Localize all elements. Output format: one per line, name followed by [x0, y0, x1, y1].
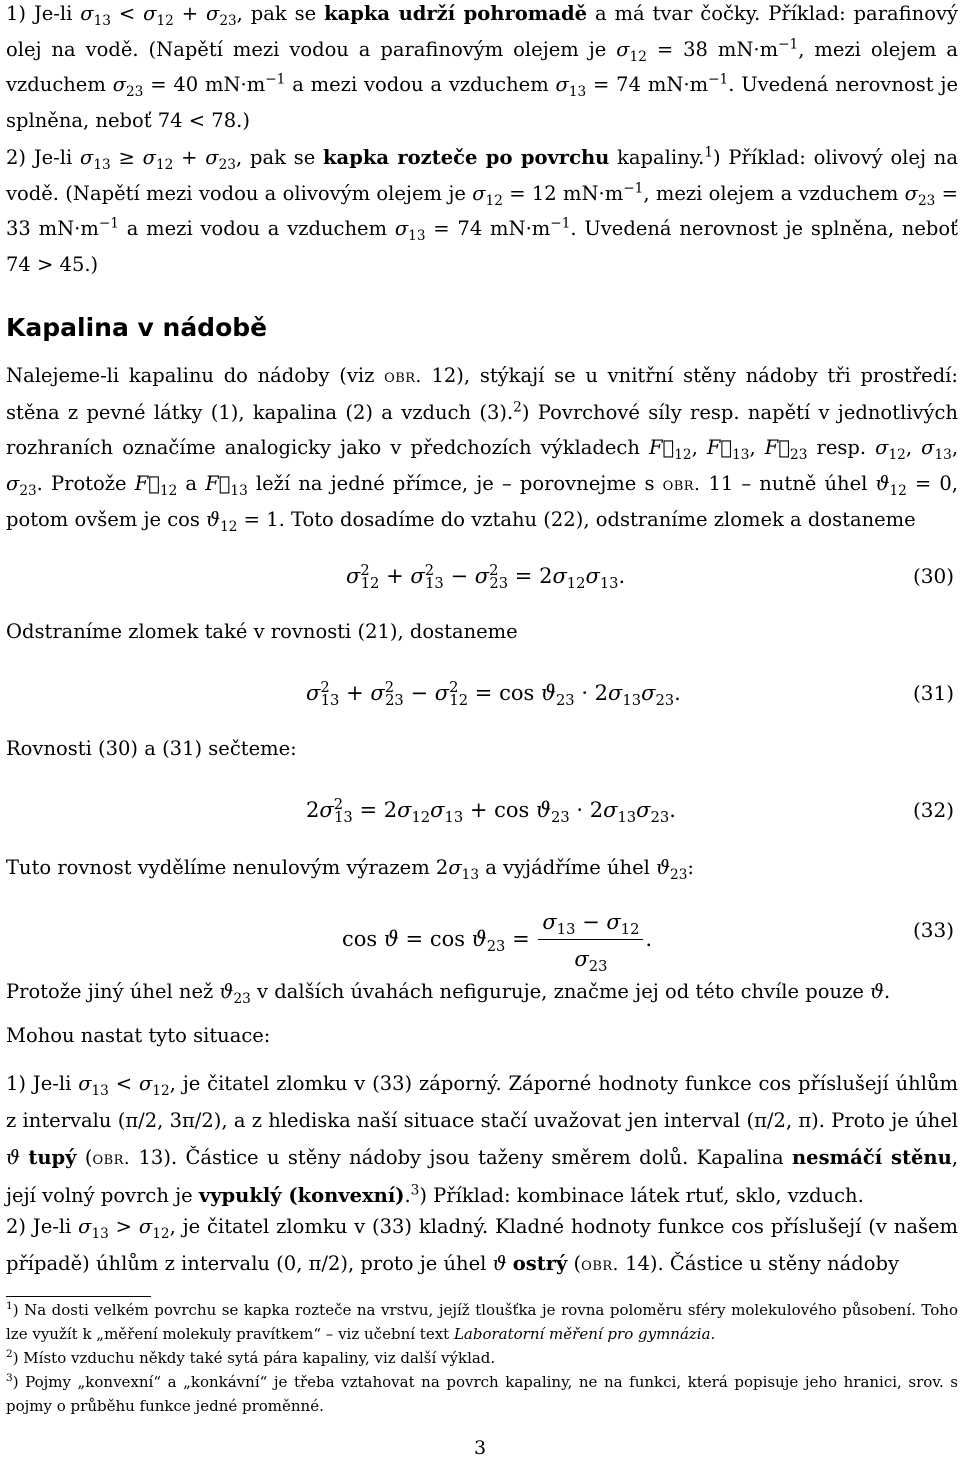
section-heading: Kapalina v nádobě [6, 313, 268, 342]
equation-number-30: (30) [912, 564, 954, 588]
equation-30: $\sigma^2_{12} + \sigma^2_{13} - \sigma^2_{23} = 2\sigma_{12}\sigma_{13}$. [346, 562, 626, 593]
footnote-separator [6, 1296, 151, 1297]
footnote-1: $^1$) Na dosti velkém povrchu se kapka rozteče na vrstvu, jejíž tloušťka je rovna poloměru sféry molekulového působení. Toho lze využít k „měření molekuly pravítkem“ – viz učební text Laboratorní měření pro gymnázia. [6, 1300, 958, 1343]
paragraph-acute-angle: 2) Je-li $\sigma_{13} > \sigma_{12}$, je čitatel zlomku v (33) kladný. Kladné hodnoty funkce cos příslušejí (v našem případě) úhlům z intervalu (0, π/2), proto je úhel ϑ ostrý (obr. 14). Částice u stěny nádoby [6, 1215, 958, 1275]
fraction-denominator: $\sigma_{23}$ [574, 947, 608, 976]
paragraph-case-1-lens: 1) Je-li $\sigma_{13} < \sigma_{12} + \sigma_{23}$, pak se kapka udrží pohromadě a má tvar čočky. Příklad: parafinový olej na vodě. (Napětí mezi vodou a parafinovým olejem je $\sigma_{12} = 38$ $mN\cdot m^{-1}$, mezi olejem a vzduchem $\sigma_{23} = 40$ $mN\cdot m^{-1}$ a mezi vodou a vzduchem $\sigma_{13} = 74$ $mN\cdot m^{-1}$. Uvedená nerovnost je splněna, neboť 74 < 78.) [6, 2, 958, 132]
equation-33: $\cos ϑ = \cos ϑ_{23}$ = $\frac{\sigma_{13} - \sigma_{12}}{\sigma_{23}}$ . [342, 904, 652, 974]
equation-33-fraction [538, 907, 643, 974]
text-theta: Protože jiný úhel než $ϑ_{23}$ v dalších úvahách nefiguruje, značme jej od této chvíle pouze ϑ. [6, 980, 891, 1007]
equation-number-33: (33) [912, 918, 954, 942]
equation-33-left: $\cos ϑ = \cos ϑ_{23}$ = [342, 927, 530, 956]
paragraph-obtuse-angle: 1) Je-li $\sigma_{13} < \sigma_{12}$, je čitatel zlomku v (33) záporný. Záporné hodnoty funkce cos příslušejí úhlům z intervalu (π/2, 3π/2), a z hlediska naší situace stačí uvažovat jen interval (π/2, π). Proto je úhel ϑ tupý (obr. 13). Částice u stěny nádoby jsou taženy směrem dolů. Kapalina nesmáčí stěnu, její volný povrch je vypuklý (konvexní).$^3$) Příklad: kombinace látek rtuť, sklo, vzduch. [6, 1072, 958, 1207]
paragraph-liquid-in-vessel: Nalejeme-li kapalinu do nádoby (viz obr. 12), stýkají se u vnitřní stěny nádoby tři prostředí: stěna z pevné látky (1), kapalina (2) a vzduch (3).$^2$) Povrchové síly resp. napětí v jednotlivých rozhraních označíme analogicky jako v předchozích výkladech $F⃗_{12}$, $F⃗_{13}$, $F⃗_{23}$ resp. $\sigma_{12}$, $\sigma_{13}$, $\sigma_{23}$. Protože $F⃗_{12}$ a $F⃗_{13}$ leží na jedné přímce, je – porovnejme s obr. 11 – nutně úhel $ϑ_{12} = 0$, potom ovšem je $\cos ϑ_{12} = 1$. Toto dosadíme do vztahu (22), odstraníme zlomek a dostaneme [6, 364, 959, 535]
text-divide: Tuto rovnost vydělíme nenulovým výrazem $2\sigma_{13}$ a vyjádříme úhel $ϑ_{23}$: [6, 856, 694, 883]
footnote-2: $^2$) Místo vzduchu někdy také sytá pára kapaliny, viz další výklad. [6, 1348, 496, 1367]
page-number: 3 [473, 1437, 487, 1459]
footnote-3: $^3$) Pojmy „konvexní“ a „konkávní“ je třeba vztahovat na povrch kapaliny, ne na funkci, která popisuje jeho hranici, srov. s pojmy o průběhu funkce jedné proměnné. [6, 1372, 958, 1415]
paragraph-case-2-spread: 2) Je-li $\sigma_{13} \ge \sigma_{12} + \sigma_{23}$, pak se kapka rozteče po povrchu kapaliny.$^1$) Příklad: olivový olej na vodě. (Napětí mezi vodou a olivovým olejem je $\sigma_{12} = 12$ $mN\cdot m^{-1}$, mezi olejem a vzduchem $\sigma_{23} = 33$ $mN\cdot m^{-1}$ a mezi vodou a vzduchem $\sigma_{13} = 74$ $mN\cdot m^{-1}$. Uvedená nerovnost je splněna, neboť 74 > 45.) [6, 144, 958, 276]
equation-31: $\sigma^2_{13} + \sigma^2_{23} - \sigma^2_{12} = \cos ϑ_{23} \cdot 2\sigma_{13}\sigma_{23}$. [306, 679, 681, 710]
equation-number-32: (32) [912, 798, 954, 822]
equation-number-31: (31) [912, 681, 954, 705]
equation-32: $2\sigma^2_{13} = 2\sigma_{12}\sigma_{13} + \cos ϑ_{23} \cdot 2\sigma_{13}\sigma_{23}$. [306, 796, 676, 827]
text-sum: Rovnosti (30) a (31) sečteme: [6, 737, 297, 760]
fraction-numerator: $\sigma_{13} - \sigma_{12}$ [538, 907, 643, 940]
text-situations: Mohou nastat tyto situace: [6, 1024, 271, 1047]
text-before-eq31: Odstraníme zlomek také v rovnosti (21), dostaneme [6, 620, 518, 643]
